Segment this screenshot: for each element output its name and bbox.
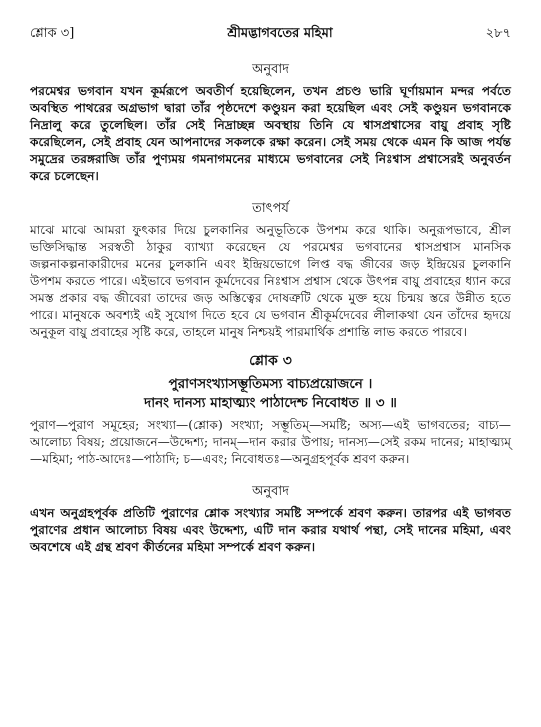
translation2-text: এখন অনুগ্রহপূর্বক প্রতিটি পুরাণের শ্লোক সংখ্যার সমষ্টি সম্পর্কে শ্রবণ করুন। তারপর এই ভাগবত পুরাণের প্রধান আলোচ্য বিষয় এবং উদ্দেশ্য, এটি দান করার যথার্থ পন্থা, সেই দানের মহিমা, এবং অবশেষে এই গ্রন্থ শ্রবণ কীর্তনের মহিমা সম্পর্কে শ্রবণ করুন। [30, 506, 511, 554]
page-header [30, 24, 511, 46]
page-number: ২৮৭ [485, 26, 511, 41]
header-book-title: শ্রীমদ্ভাগবতের মহিমা [227, 26, 333, 41]
verse-line-2: দানং দানস্য মাহাত্ম্যং পাঠাদেশ্চ নিবোধত ॥ ৩ ॥ [144, 395, 397, 411]
translation-text: পরমেশ্বর ভগবান যখন কূর্মরূপে অবতীর্ণ হয়েছিলেন, তখন প্রচণ্ড ভারি ঘূর্ণায়মান মন্দর পর্বতে অবস্থিত পাথরের অগ্রভাগ দ্বারা তাঁর পৃষ্ঠদেশে কণ্ডুয়ন করা হয়েছিল এবং সেই কণ্ডুয়ন ভগবানকে নিদ্রালু করে তুলেছিল। তাঁর সেই নিদ্রাচ্ছন্ন অবস্থায় তিনি যে শ্বাসপ্রশ্বাসের বায়ু প্রবাহ সৃষ্টি করেছিলেন, সেই প্রবাহ যেন আপনাদের সকলকে রক্ষা করেন। সেই সময় থেকে এমন কি আজ পর্যন্ত সমুদ্রের তরঙ্গরাজি তাঁর পুণ্যময় গমনাগমনের মাধ্যমে ভগবানের সেই নিঃশ্বাস প্রশ্বাসেরই অনুবর্তন করে চলেছেন। [30, 84, 511, 183]
verse-title: শ্লোক ৩ [249, 353, 292, 369]
translation2-heading: অনুবাদ [252, 484, 289, 499]
header-verse-ref: শ্লোক ৩] [30, 26, 75, 41]
translation-heading: অনুবাদ [252, 62, 289, 77]
verse-line-1: পুরাণসংখ্যাসম্ভূতিমস্য বাচ্যপ্রয়োজনে । [168, 376, 373, 392]
purport-heading: তাৎপর্য [252, 201, 289, 216]
purport-text: মাঝে মাঝে আমরা ফুৎকার দিয়ে চুলকানির অনুভূতিকে উপশম করে থাকি। অনুরূপভাবে, শ্রীল ভক্তিসিদ্ধান্ত সরস্বতী ঠাকুর ব্যাখ্যা করেছেন যে পরমেশ্বর ভগবানের শ্বাসপ্রশ্বাস মানসিক জল্পনাকল্পনাকারীদের মনের চুলকানি এবং ইন্দ্রিয়ভোগে লিপ্ত বদ্ধ জীবের জড় ইন্দ্রিয়ের চুলকানি উপশম করতে পারে। এইভাবে ভগবান কূর্মদেবের নিঃশ্বাস প্রশ্বাস থেকে উৎপন্ন বায়ু প্রবাহের ধ্যান করে সমস্ত প্রকার বদ্ধ জীবেরা তাদের জড় অস্তিত্বের দোষত্রুটি থেকে মুক্ত হয়ে চিন্ময় স্তরে উন্নীত হতে পারে। মানুষকে অবশ্যই এই সুযোগ দিতে হবে যে ভগবান শ্রীকূর্মদেবের লীলাকথা যেন তাঁদের হৃদয়ে অনুকূল বায়ু প্রবাহের সৃষ্টি করে, তাহলে মানুষ নিশ্চয়ই পারমার্থিক প্রশান্তি লাভ করতে পারবে। [30, 223, 511, 339]
word-meanings: পুরাণ—পুরাণ সমূহের; সংখ্যা—(শ্লোক) সংখ্যা; সম্ভূতিম্—সমষ্টি; অস্য—এই ভাগবতের; বাচ্য—আলোচ্য বিষয়; প্রয়োজনে—উদ্দেশ্য; দানম্—দান করার উপায়; দানস্য—সেই রকম দানের; মাহাত্ম্যম্—মহিমা; পাঠ-আদেঃ—পাঠাদি; চ—এবং; নিবোধতঃ—অনুগ্রহপূর্বক শ্রবণ করুন। [30, 418, 511, 466]
